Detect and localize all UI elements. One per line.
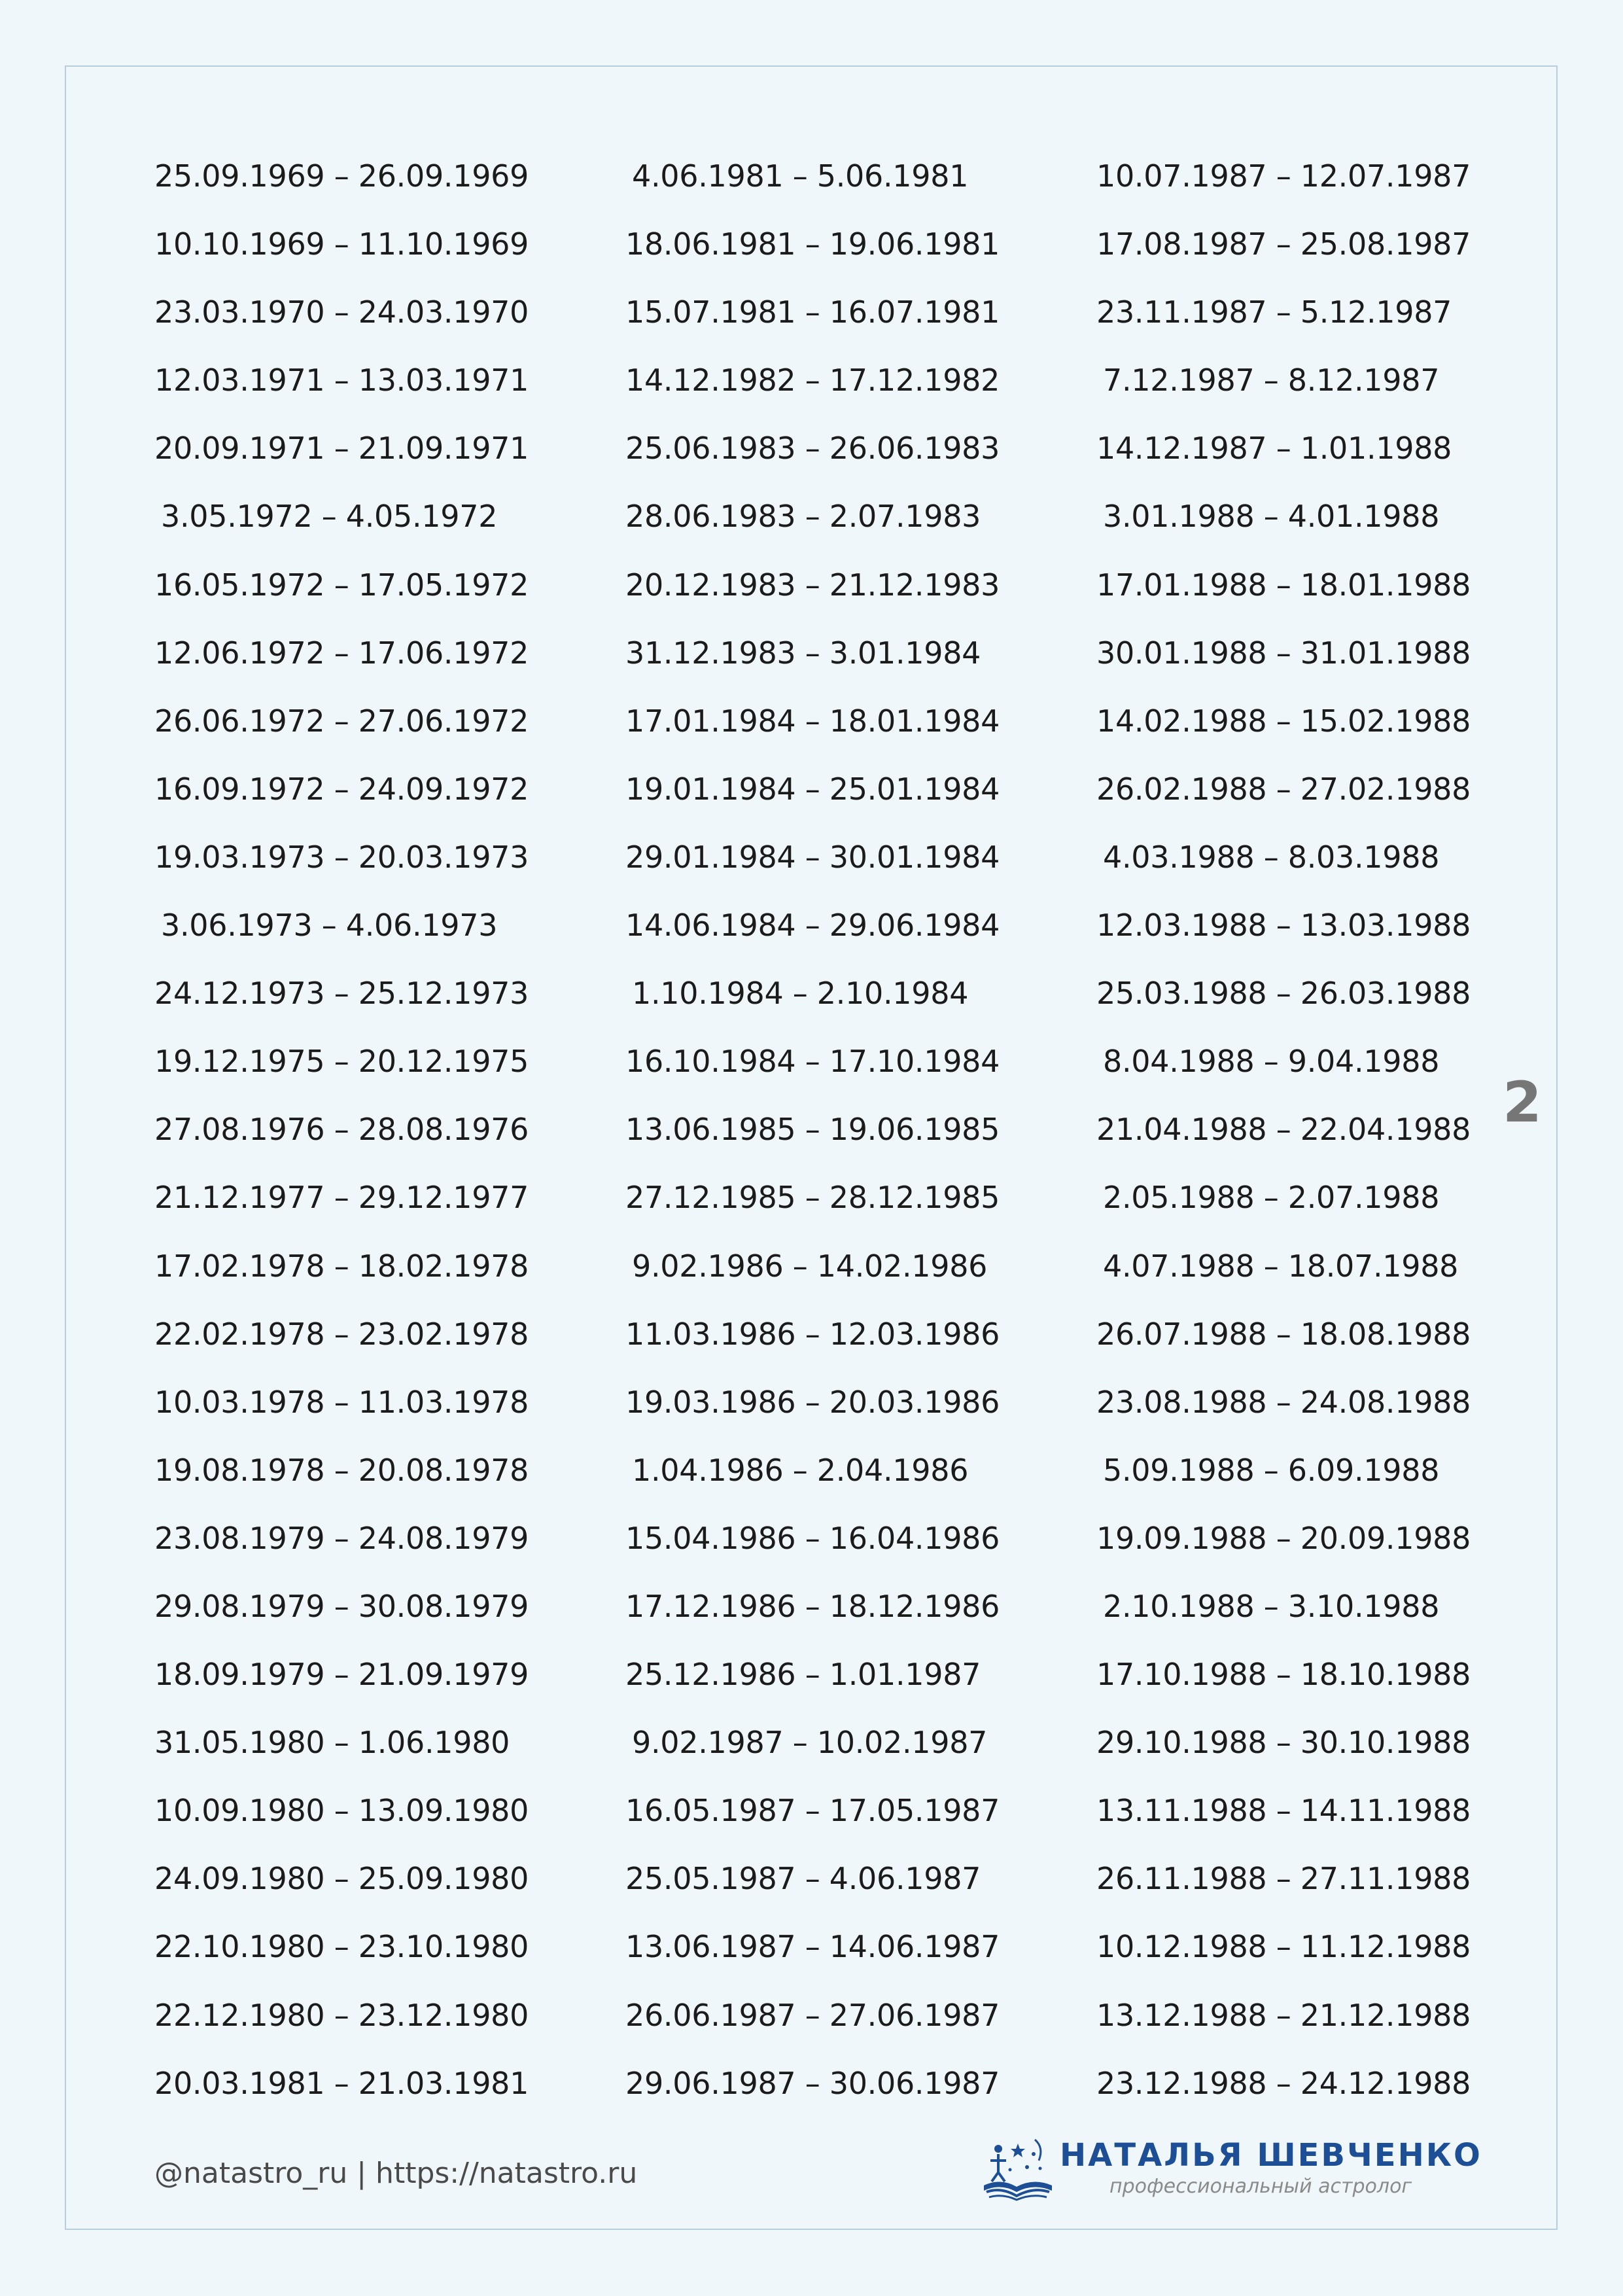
date-range-item: 23.08.1988 – 24.08.1988 — [1096, 1384, 1471, 1420]
date-range-item: 19.03.1973 – 20.03.1973 — [154, 839, 529, 875]
date-range-item: 23.08.1979 – 24.08.1979 — [154, 1520, 529, 1556]
date-range-item: 16.09.1972 – 24.09.1972 — [154, 771, 529, 807]
page-number: 2 — [1503, 1070, 1542, 1135]
date-range-item: 19.01.1984 – 25.01.1984 — [625, 771, 1000, 807]
date-range-item: 3.06.1973 – 4.06.1973 — [161, 908, 498, 944]
date-range-item: 29.10.1988 – 30.10.1988 — [1096, 1725, 1471, 1761]
date-range-item: 17.01.1988 – 18.01.1988 — [1096, 567, 1471, 603]
date-range-item: 30.01.1988 – 31.01.1988 — [1096, 635, 1471, 671]
date-range-item: 9.02.1987 – 10.02.1987 — [632, 1725, 988, 1761]
date-range-item: 1.10.1984 – 2.10.1984 — [632, 976, 969, 1012]
date-range-item: 17.02.1978 – 18.02.1978 — [154, 1248, 529, 1284]
date-range-item: 28.06.1983 – 2.07.1983 — [625, 499, 981, 535]
date-range-item: 20.03.1981 – 21.03.1981 — [154, 2065, 529, 2101]
date-range-item: 19.03.1986 – 20.03.1986 — [625, 1384, 1000, 1420]
date-range-item: 29.08.1979 – 30.08.1979 — [154, 1588, 529, 1624]
date-range-item: 20.12.1983 – 21.12.1983 — [625, 567, 1000, 603]
date-range-item: 13.11.1988 – 14.11.1988 — [1096, 1793, 1471, 1829]
date-range-item: 10.03.1978 – 11.03.1978 — [154, 1384, 529, 1420]
date-range-item: 2.10.1988 – 3.10.1988 — [1103, 1588, 1440, 1624]
date-range-item: 11.03.1986 – 12.03.1986 — [625, 1316, 1000, 1352]
date-range-item: 22.12.1980 – 23.12.1980 — [154, 1997, 529, 2033]
footer-contacts: @natastro_ru | https://natastro.ru — [154, 2157, 638, 2190]
date-range-item: 23.03.1970 – 24.03.1970 — [154, 294, 529, 330]
logo-name: НАТАЛЬЯ ШЕВЧЕНКО — [1060, 2137, 1482, 2174]
date-range-item: 14.12.1982 – 17.12.1982 — [625, 362, 1000, 398]
date-range-item: 22.02.1978 – 23.02.1978 — [154, 1316, 529, 1352]
date-range-item: 10.10.1969 – 11.10.1969 — [154, 226, 529, 262]
date-range-item: 4.06.1981 – 5.06.1981 — [632, 158, 969, 194]
date-range-item: 10.09.1980 – 13.09.1980 — [154, 1793, 529, 1829]
date-range-item: 16.05.1972 – 17.05.1972 — [154, 567, 529, 603]
date-range-item: 24.12.1973 – 25.12.1973 — [154, 976, 529, 1012]
date-range-item: 18.09.1979 – 21.09.1979 — [154, 1657, 529, 1693]
date-range-item: 19.09.1988 – 20.09.1988 — [1096, 1520, 1471, 1556]
date-range-item: 4.07.1988 – 18.07.1988 — [1103, 1248, 1459, 1284]
date-range-item: 17.08.1987 – 25.08.1987 — [1096, 226, 1471, 262]
date-range-item: 16.05.1987 – 17.05.1987 — [625, 1793, 1000, 1829]
date-range-item: 25.05.1987 – 4.06.1987 — [625, 1861, 981, 1897]
date-range-item: 27.08.1976 – 28.08.1976 — [154, 1112, 529, 1148]
brand-logo — [979, 2132, 1482, 2205]
date-range-item: 12.03.1988 – 13.03.1988 — [1096, 908, 1471, 944]
date-range-item: 15.04.1986 – 16.04.1986 — [625, 1520, 1000, 1556]
date-range-item: 29.06.1987 – 30.06.1987 — [625, 2065, 1000, 2101]
date-range-item: 16.10.1984 – 17.10.1984 — [625, 1044, 1000, 1080]
date-range-item: 27.12.1985 – 28.12.1985 — [625, 1180, 1000, 1216]
date-range-item: 26.06.1987 – 27.06.1987 — [625, 1997, 1000, 2033]
date-range-item: 26.02.1988 – 27.02.1988 — [1096, 771, 1471, 807]
dates-column-3 — [1096, 143, 1554, 2119]
logo-subtitle: профессиональный астролог — [1109, 2175, 1412, 2198]
date-range-item: 25.09.1969 – 26.09.1969 — [154, 158, 529, 194]
date-range-item: 29.01.1984 – 30.01.1984 — [625, 839, 1000, 875]
date-range-item: 23.12.1988 – 24.12.1988 — [1096, 2065, 1471, 2101]
date-range-item: 31.12.1983 – 3.01.1984 — [625, 635, 981, 671]
date-range-item: 23.11.1987 – 5.12.1987 — [1096, 294, 1452, 330]
date-range-item: 22.10.1980 – 23.10.1980 — [154, 1929, 529, 1965]
date-range-item: 8.04.1988 – 9.04.1988 — [1103, 1044, 1440, 1080]
date-range-item: 25.03.1988 – 26.03.1988 — [1096, 976, 1471, 1012]
date-range-item: 17.10.1988 – 18.10.1988 — [1096, 1657, 1471, 1693]
date-range-item: 10.07.1987 – 12.07.1987 — [1096, 158, 1471, 194]
date-range-item: 17.12.1986 – 18.12.1986 — [625, 1588, 1000, 1624]
date-range-item: 25.06.1983 – 26.06.1983 — [625, 431, 1000, 467]
date-range-item: 14.06.1984 – 29.06.1984 — [625, 908, 1000, 944]
date-range-item: 21.12.1977 – 29.12.1977 — [154, 1180, 529, 1216]
date-range-item: 20.09.1971 – 21.09.1971 — [154, 431, 529, 467]
date-range-item: 26.07.1988 – 18.08.1988 — [1096, 1316, 1471, 1352]
date-range-item: 14.02.1988 – 15.02.1988 — [1096, 703, 1471, 739]
date-range-item: 25.12.1986 – 1.01.1987 — [625, 1657, 981, 1693]
date-range-item: 13.06.1987 – 14.06.1987 — [625, 1929, 1000, 1965]
date-range-item: 17.01.1984 – 18.01.1984 — [625, 703, 1000, 739]
date-range-item: 19.12.1975 – 20.12.1975 — [154, 1044, 529, 1080]
book-with-stars-icon — [979, 2134, 1056, 2202]
date-range-item: 15.07.1981 – 16.07.1981 — [625, 294, 1000, 330]
date-range-item: 5.09.1988 – 6.09.1988 — [1103, 1452, 1440, 1488]
dates-column-1 — [154, 143, 612, 2119]
date-range-item: 10.12.1988 – 11.12.1988 — [1096, 1929, 1471, 1965]
date-range-item: 13.06.1985 – 19.06.1985 — [625, 1112, 1000, 1148]
date-range-item: 13.12.1988 – 21.12.1988 — [1096, 1997, 1471, 2033]
date-range-item: 14.12.1987 – 1.01.1988 — [1096, 431, 1452, 467]
date-range-item: 7.12.1987 – 8.12.1987 — [1103, 362, 1440, 398]
date-range-item: 26.06.1972 – 27.06.1972 — [154, 703, 529, 739]
date-range-item: 3.05.1972 – 4.05.1972 — [161, 499, 498, 535]
date-range-item: 19.08.1978 – 20.08.1978 — [154, 1452, 529, 1488]
date-range-item: 12.06.1972 – 17.06.1972 — [154, 635, 529, 671]
date-range-item: 1.04.1986 – 2.04.1986 — [632, 1452, 969, 1488]
date-range-item: 21.04.1988 – 22.04.1988 — [1096, 1112, 1471, 1148]
date-range-item: 12.03.1971 – 13.03.1971 — [154, 362, 529, 398]
date-range-item: 2.05.1988 – 2.07.1988 — [1103, 1180, 1440, 1216]
date-range-item: 31.05.1980 – 1.06.1980 — [154, 1725, 510, 1761]
date-range-item: 9.02.1986 – 14.02.1986 — [632, 1248, 988, 1284]
date-range-item: 4.03.1988 – 8.03.1988 — [1103, 839, 1440, 875]
date-range-item: 3.01.1988 – 4.01.1988 — [1103, 499, 1440, 535]
date-range-item: 18.06.1981 – 19.06.1981 — [625, 226, 1000, 262]
date-range-item: 26.11.1988 – 27.11.1988 — [1096, 1861, 1471, 1897]
dates-column-2 — [625, 143, 1083, 2119]
date-range-item: 24.09.1980 – 25.09.1980 — [154, 1861, 529, 1897]
